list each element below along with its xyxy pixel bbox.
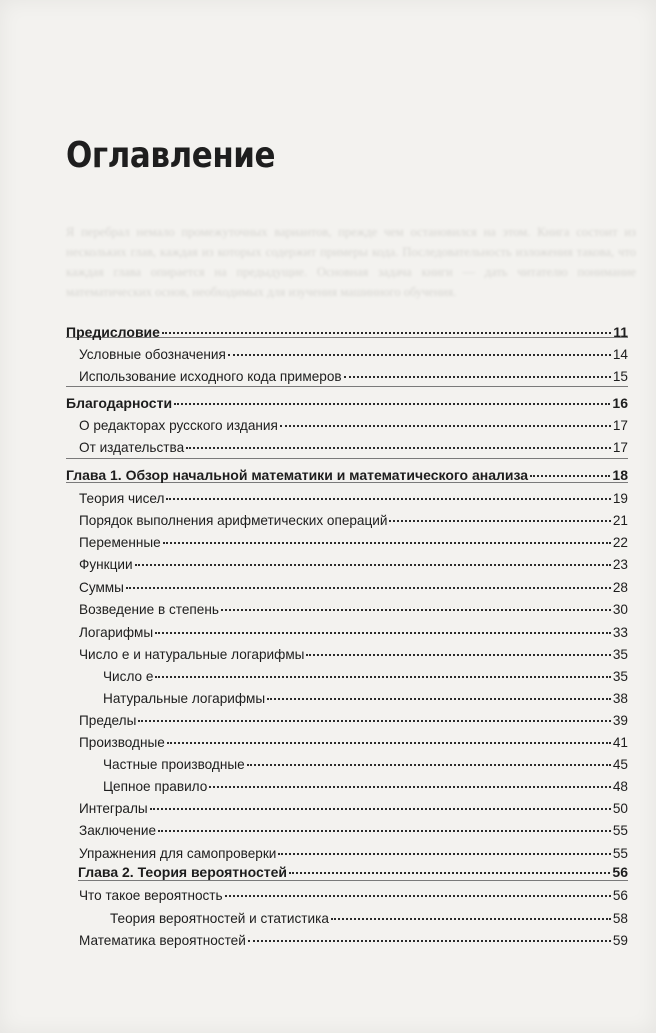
toc-entry-label: Упражнения для самопроверки: [79, 846, 277, 861]
dot-leader: [162, 322, 611, 334]
toc-entry[interactable]: [103, 668, 628, 686]
toc-entry-page: 41: [612, 735, 628, 750]
toc-entry-label: Благодарности: [66, 395, 173, 411]
toc-entry[interactable]: [79, 534, 628, 552]
toc-entry-page: 21: [612, 513, 628, 528]
toc-entry-label: Частные производные: [103, 757, 245, 772]
dot-leader: [186, 437, 611, 449]
toc-entry-page: 55: [612, 846, 628, 861]
toc-chapter-entry[interactable]: [78, 863, 628, 881]
toc-entry-label: Пределы: [79, 713, 137, 728]
section-rule: [66, 386, 628, 387]
toc-entry-page: 35: [612, 669, 628, 684]
toc-entry[interactable]: [79, 417, 628, 435]
toc-chapter-entry[interactable]: [66, 323, 628, 341]
dot-leader: [267, 688, 611, 700]
dot-leader: [306, 644, 610, 656]
toc-entry-page: 58: [612, 911, 628, 926]
dot-leader: [155, 666, 610, 678]
toc-entry-page: 16: [612, 395, 628, 411]
dot-leader: [138, 710, 611, 722]
dot-leader: [221, 599, 611, 611]
dot-leader: [530, 465, 610, 477]
toc-entry-page: 19: [612, 491, 628, 506]
toc-chapter-entry[interactable]: [66, 466, 628, 484]
toc-entry-label: Глава 2. Теория вероятностей: [78, 864, 288, 880]
toc-entry-label: Суммы: [79, 580, 124, 595]
toc-entry[interactable]: [103, 778, 628, 796]
toc-entry-label: Математика вероятностей: [79, 933, 246, 948]
toc-entry-page: 39: [612, 713, 628, 728]
dot-leader: [278, 843, 610, 855]
show-through-text: Я перебрал немало промежуточных вариантов, прежде чем остановился на этом. Книга состоит из нескольких глав, каждая из которых содержит примеры кода. Последовательность изложения такова, что каждая глава опирается на предыдущие. Основная задача книги — дать читателю понимание математических основ, необходимых для изучения машинного обучения.: [66, 225, 636, 299]
toc-entry-label: Число e: [103, 669, 154, 684]
dot-leader: [150, 798, 611, 810]
toc-entry[interactable]: [79, 556, 628, 574]
toc-entry[interactable]: [79, 601, 628, 619]
toc-entry-label: Функции: [79, 557, 133, 572]
toc-entry-label: Теория чисел: [79, 491, 165, 506]
toc-entry[interactable]: [79, 932, 628, 950]
dot-leader: [209, 776, 611, 788]
toc-entry-page: 56: [612, 864, 628, 880]
toc-entry-page: 28: [612, 580, 628, 595]
toc-entry-label: Интегралы: [79, 801, 148, 816]
toc-entry[interactable]: [79, 346, 628, 364]
toc-entry-page: 14: [612, 347, 628, 362]
toc-entry[interactable]: [79, 579, 628, 597]
toc-entry-page: 11: [613, 324, 628, 340]
dot-leader: [344, 366, 611, 378]
toc-entry[interactable]: [79, 734, 628, 752]
toc-entry-label: Возведение в степень: [79, 602, 219, 617]
dot-leader: [225, 885, 611, 897]
toc-entry-page: 38: [612, 691, 628, 706]
toc-entry-page: 22: [612, 535, 628, 550]
toc-entry-page: 18: [612, 467, 628, 483]
dot-leader: [248, 930, 611, 942]
toc-entry[interactable]: [79, 646, 628, 664]
toc-entry-page: 17: [612, 418, 628, 433]
toc-entry[interactable]: [110, 910, 628, 928]
toc-entry-label: От издательства: [79, 440, 185, 455]
toc-entry-page: 17: [612, 440, 628, 455]
toc-entry[interactable]: [79, 712, 628, 730]
toc-entry-page: 45: [612, 757, 628, 772]
toc-entry-page: 50: [612, 801, 628, 816]
dot-leader: [389, 510, 610, 522]
toc-entry[interactable]: [79, 845, 628, 863]
dot-leader: [228, 344, 611, 356]
dot-leader: [155, 622, 611, 634]
toc-entry-page: 15: [612, 369, 628, 384]
toc-entry-label: Теория вероятностей и статистика: [110, 911, 329, 926]
dot-leader: [135, 554, 611, 566]
toc-entry-label: О редакторах русского издания: [79, 418, 278, 433]
toc-entry-label: Глава 1. Обзор начальной математики и математического анализа: [66, 467, 529, 483]
toc-entry-page: 56: [612, 888, 628, 903]
page-title: Оглавление: [66, 135, 276, 176]
toc-entry-label: Цепное правило: [103, 779, 208, 794]
toc-entry-page: 59: [612, 933, 628, 948]
dot-leader: [289, 862, 610, 874]
toc-entry[interactable]: [79, 439, 628, 457]
dot-leader: [166, 488, 610, 500]
toc-entry-label: Порядок выполнения арифметических операций: [79, 513, 388, 528]
toc-entry-label: Переменные: [79, 535, 161, 550]
toc-entry-label: Число e и натуральные логарифмы: [79, 647, 305, 662]
toc-entry[interactable]: [103, 690, 628, 708]
toc-entry[interactable]: [79, 624, 628, 642]
toc-entry-page: 23: [612, 557, 628, 572]
toc-entry-page: 35: [612, 647, 628, 662]
dot-leader: [174, 393, 610, 405]
toc-entry-label: Использование исходного кода примеров: [79, 369, 342, 384]
toc-entry[interactable]: [103, 756, 628, 774]
dot-leader: [280, 415, 611, 427]
toc-entry-page: 30: [612, 602, 628, 617]
toc-entry[interactable]: [79, 800, 628, 818]
dot-leader: [158, 820, 611, 832]
toc-entry-label: Логарифмы: [79, 625, 154, 640]
toc-entry-page: 48: [612, 779, 628, 794]
toc-entry-label: Натуральные логарифмы: [103, 691, 266, 706]
toc-entry-label: Условные обозначения: [79, 347, 226, 362]
dot-leader: [331, 908, 611, 920]
toc-entry[interactable]: [79, 887, 628, 905]
toc-entry-page: 33: [612, 625, 628, 640]
section-rule: [66, 458, 628, 459]
dot-leader: [167, 732, 611, 744]
toc-entry-label: Производные: [79, 735, 165, 750]
toc-entry[interactable]: [79, 368, 628, 386]
toc-entry[interactable]: [79, 490, 628, 508]
toc-entry[interactable]: [79, 512, 628, 530]
toc-entry-label: Заключение: [79, 823, 157, 838]
toc-entry-page: 55: [612, 823, 628, 838]
dot-leader: [126, 577, 611, 589]
toc-chapter-entry[interactable]: [66, 394, 628, 412]
toc-entry[interactable]: [79, 822, 628, 840]
toc-entry-label: Что такое вероятность: [79, 888, 223, 903]
dot-leader: [247, 754, 611, 766]
toc-entry-label: Предисловие: [66, 324, 160, 340]
dot-leader: [163, 532, 611, 544]
